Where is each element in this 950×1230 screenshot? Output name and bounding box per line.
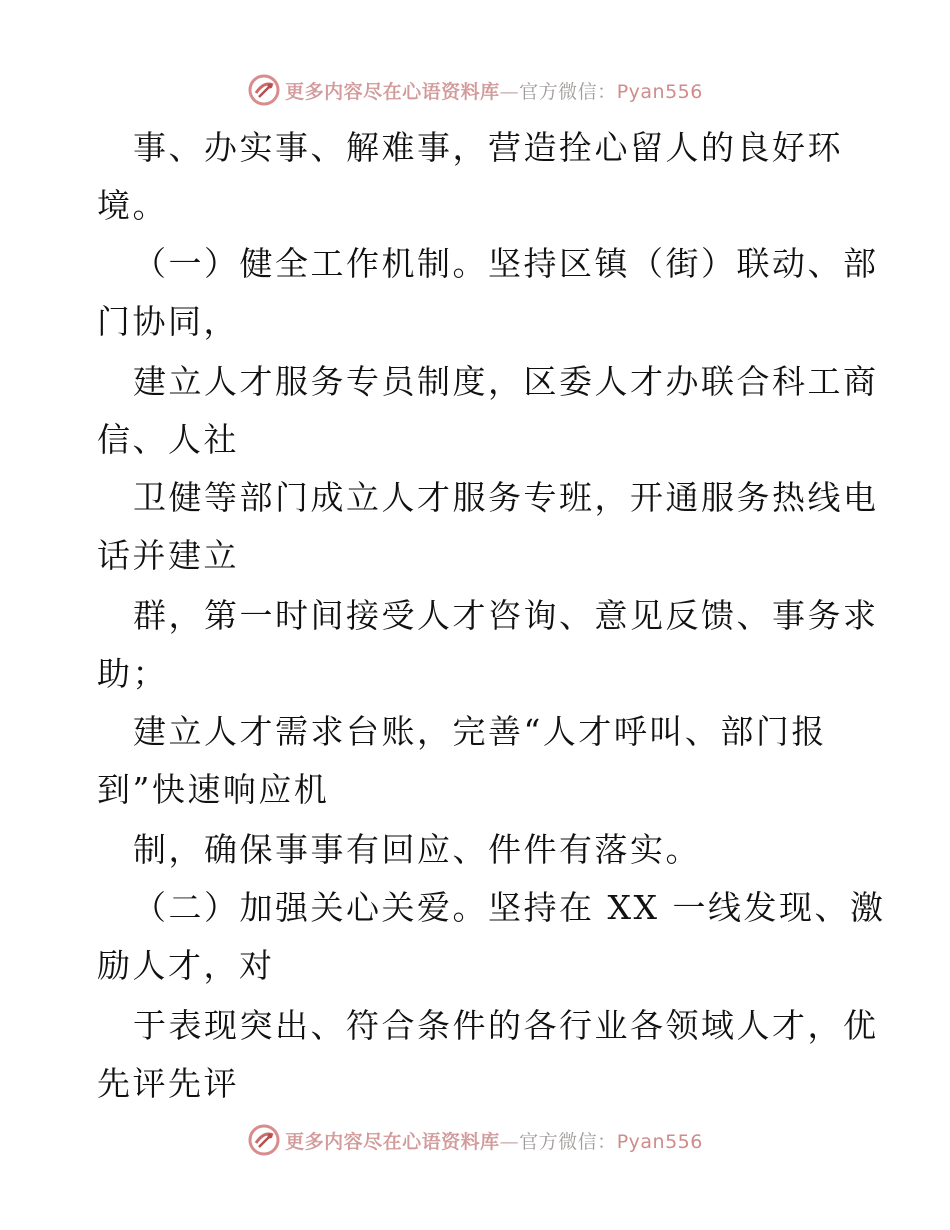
body-line: 群，第一时间接受人才咨询、意见反馈、事务求	[133, 596, 879, 635]
header-watermark	[0, 70, 950, 110]
watermark-wechat-label: 官方微信：	[519, 80, 617, 103]
body-line: 励人才，对	[97, 946, 275, 985]
footer-watermark	[0, 1120, 950, 1160]
watermark-logo-icon	[247, 73, 281, 107]
body-line: 建立人才需求台账，完善“人才呼叫、部门报	[133, 712, 827, 751]
body-line: 建立人才服务专员制度，区委人才办联合科工商	[133, 362, 879, 401]
watermark-wechat-id: Pyan556	[616, 1130, 703, 1153]
body-line: 卫健等部门成立人才服务专班，开通服务热线电	[133, 478, 879, 517]
body-line: 境。	[97, 186, 168, 225]
body-line: 门协同，	[97, 302, 239, 341]
body-line: （一）健全工作机制。坚持区镇（街）联动、部	[133, 244, 879, 283]
watermark-wechat-id: Pyan556	[616, 80, 703, 103]
body-line: 事、办实事、解难事，营造拴心留人的良好环	[133, 128, 843, 167]
body-line: 助；	[97, 654, 168, 693]
body-line: 到”快速响应机	[97, 770, 330, 809]
watermark-logo-icon	[247, 1123, 281, 1157]
watermark-text	[285, 77, 703, 104]
body-line: 制，确保事事有回应、件件有落实。	[133, 830, 701, 869]
watermark-dash: —	[499, 1130, 520, 1153]
watermark-title: 更多内容尽在心语资料库	[285, 1130, 500, 1153]
body-line: 先评先评	[97, 1064, 239, 1103]
body-line: 话并建立	[97, 536, 239, 575]
watermark-dash: —	[499, 80, 520, 103]
body-line: （二）加强关心关爱。坚持在 XX 一线发现、激	[133, 888, 886, 927]
watermark-title: 更多内容尽在心语资料库	[285, 80, 500, 103]
body-line: 于表现突出、符合条件的各行业各领域人才，优	[133, 1006, 879, 1045]
watermark-wechat-label: 官方微信：	[519, 1130, 617, 1153]
body-line: 信、人社	[97, 420, 239, 459]
watermark-text	[285, 1127, 703, 1154]
